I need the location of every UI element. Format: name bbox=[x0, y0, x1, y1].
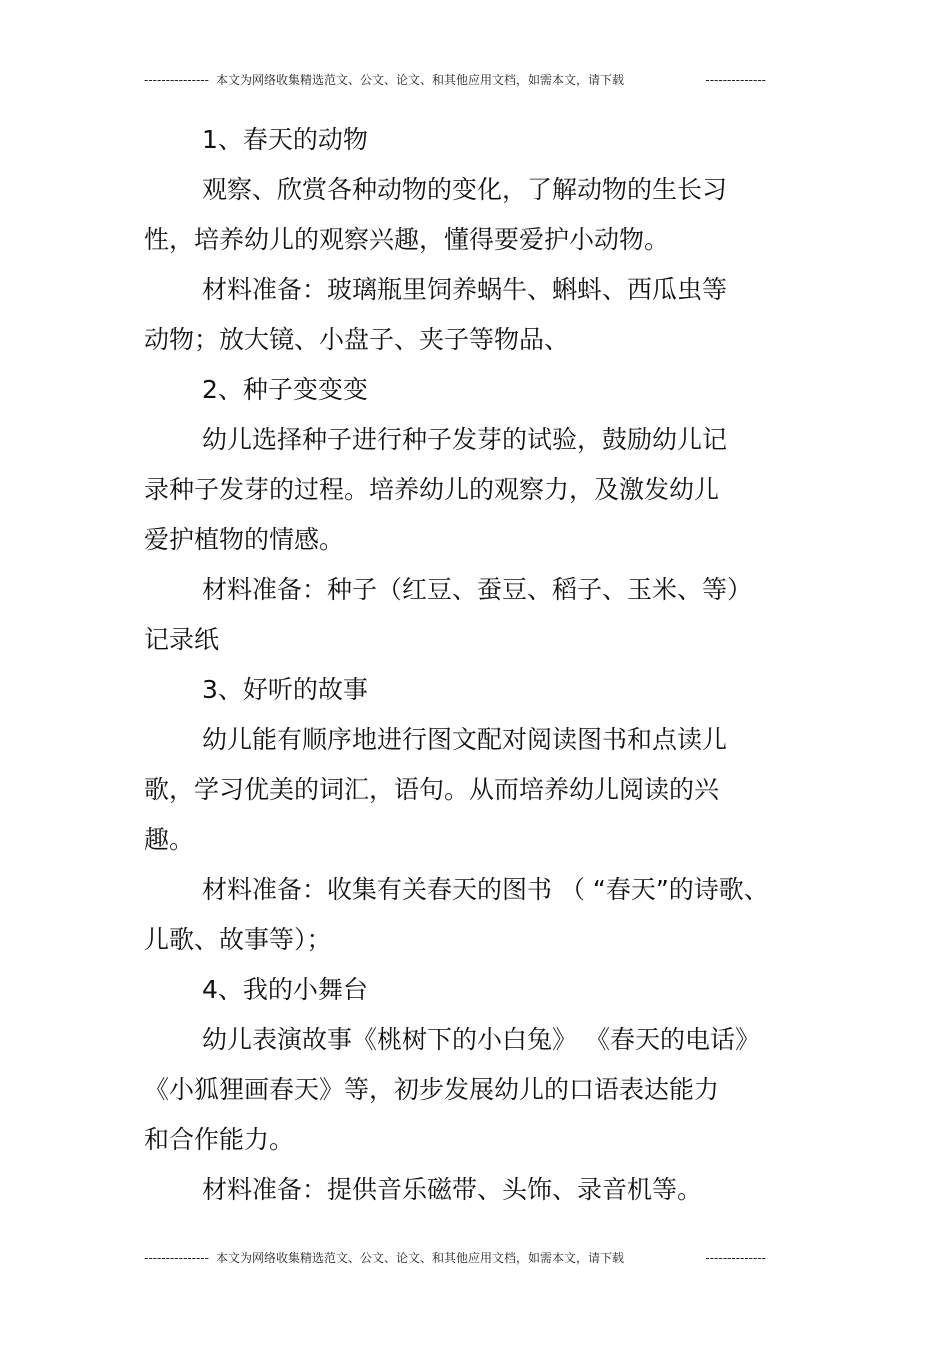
header-dash-left: --------------- bbox=[144, 73, 209, 87]
materials-line: 儿歌、故事等）； bbox=[144, 925, 332, 954]
paragraph-line: 幼儿选择种子进行种子发芽的试验，鼓励幼儿记 bbox=[202, 425, 728, 454]
footer-dash-right: -------------- bbox=[705, 1251, 766, 1265]
paragraph-line: 幼儿能有顺序地进行图文配对阅读图书和点读儿 bbox=[202, 725, 728, 754]
paragraph-line: 《小狐狸画春天》等，初步发展幼儿的口语表达能力 bbox=[144, 1075, 720, 1104]
footer-text: 本文为网络收集精选范文、公文、论文、和其他应用文档，如需本文，请下载 bbox=[216, 1251, 625, 1265]
page-footer bbox=[144, 1248, 766, 1268]
section-heading-1: 1、春天的动物 bbox=[202, 125, 368, 154]
footer-dash-left: --------------- bbox=[144, 1251, 209, 1265]
materials-line: 材料准备：玻璃瓶里饲养蜗牛、蝌蚪、西瓜虫等 bbox=[202, 275, 728, 304]
paragraph-line: 性，培养幼儿的观察兴趣，懂得要爱护小动物。 bbox=[144, 225, 670, 254]
section-heading-3: 3、好听的故事 bbox=[202, 675, 368, 704]
materials-line: 记录纸 bbox=[144, 625, 220, 654]
paragraph-line: 幼儿表演故事《桃树下的小白兔》 《春天的电话》 bbox=[202, 1025, 760, 1054]
paragraph-line: 趣。 bbox=[144, 825, 195, 854]
paragraph-line: 观察、欣赏各种动物的变化，了解动物的生长习 bbox=[202, 175, 728, 204]
paragraph-line: 和合作能力。 bbox=[144, 1125, 295, 1154]
section-heading-4: 4、我的小舞台 bbox=[202, 975, 368, 1004]
paragraph-line: 歌，学习优美的词汇，语句。从而培养幼儿阅读的兴 bbox=[144, 775, 720, 804]
paragraph-line: 爱护植物的情感。 bbox=[144, 525, 345, 554]
header-text: 本文为网络收集精选范文、公文、论文、和其他应用文档，如需本文，请下载 bbox=[216, 73, 625, 87]
page-header bbox=[144, 70, 766, 90]
header-dash-right: -------------- bbox=[705, 73, 766, 87]
paragraph-line: 录种子发芽的过程。培养幼儿的观察力，及激发幼儿 bbox=[144, 475, 720, 504]
materials-line: 材料准备：收集有关春天的图书 （ “春天”的诗歌、 bbox=[202, 875, 769, 904]
materials-line: 材料准备：提供音乐磁带、头饰、录音机等。 bbox=[202, 1175, 703, 1204]
materials-line: 材料准备：种子（红豆、蚕豆、稻子、玉米、等） bbox=[202, 575, 753, 604]
materials-line: 动物；放大镜、小盘子、夹子等物品、 bbox=[144, 325, 570, 354]
section-heading-2: 2、种子变变变 bbox=[202, 375, 368, 404]
